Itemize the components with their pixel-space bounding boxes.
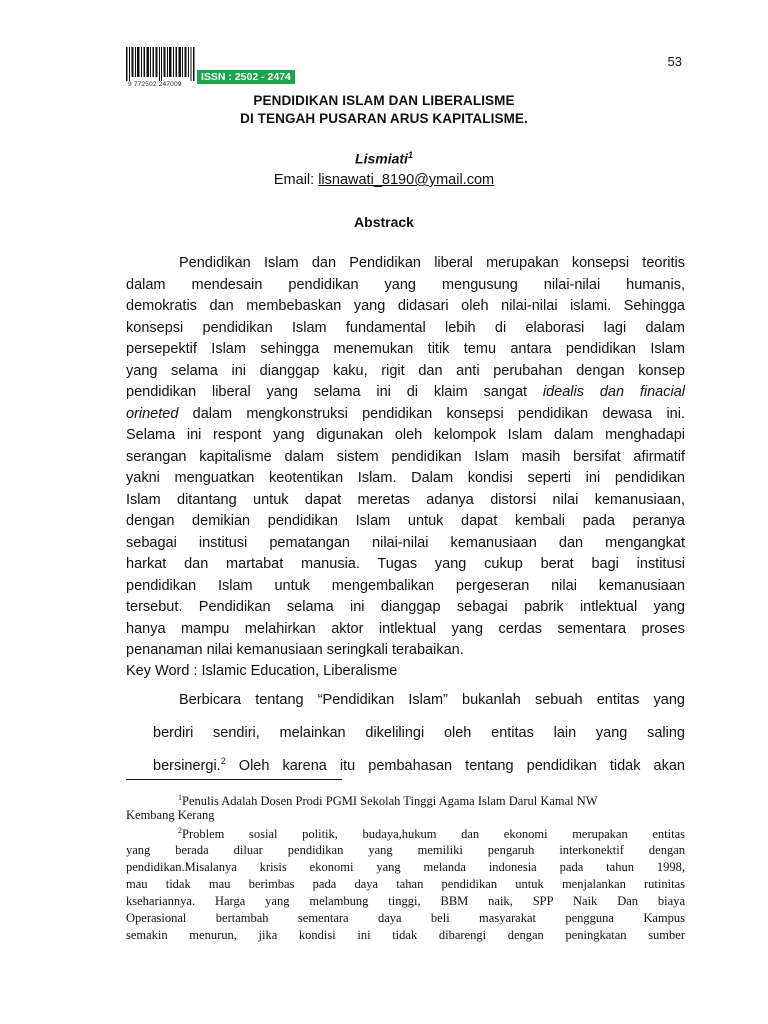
email-link[interactable]: lisnawati_8190@ymail.com bbox=[318, 172, 495, 188]
abstract-text: pendidikan liberal yang selama ini di klaim sangat bbox=[126, 384, 543, 400]
footnote-1-mark: 1 bbox=[178, 793, 182, 802]
body-text: bersinergi. bbox=[153, 757, 221, 774]
abstract-line: dengan demikian pendidikan Islam untuk dapat kembali pada peranya bbox=[126, 513, 685, 529]
footnote-1-line bbox=[178, 793, 685, 809]
abstract-line: demokratis dan membebaskan yang didasari oleh nilai-nilai islami. Sehingga bbox=[126, 298, 685, 314]
abstract-italic: idealis dan finacial bbox=[542, 384, 686, 400]
title-line-2: DI TENGAH PUSARAN ARUS KAPITALISME. bbox=[240, 111, 528, 126]
footnote-2-line: mau tidak mau berimbas pada daya tahan pendidikan untuk menjalankan rutinitas bbox=[126, 877, 685, 891]
issn-badge: ISSN : 2502 - 2474 bbox=[197, 70, 295, 84]
abstract-italic: orineted bbox=[126, 406, 179, 422]
abstract-line: yang selama ini dianggap kaku, rigit dan anti perubahan dengan konsep bbox=[126, 363, 685, 379]
abstract-line bbox=[126, 384, 685, 406]
abstract-line bbox=[126, 406, 685, 428]
barcode-digits: 9 772502 247009 bbox=[128, 81, 182, 88]
email-label: Email: bbox=[273, 172, 319, 188]
author-name-text: Lismiati bbox=[355, 150, 408, 167]
abstract-line: sebagai institusi pematangan nilai-nilai kemanusiaan dan mengangkat bbox=[126, 535, 685, 551]
body-line: berdiri sendiri, melainkan dikelilingi oleh entitas lain yang saling bbox=[153, 725, 685, 741]
abstract-line: Islam ditantang untuk dapat meretas adanya distorsi nilai kemanusiaan, bbox=[126, 492, 685, 508]
abstract-text: dalam mengkonstruksi pendidikan konsepsi pendidikan dewasa ini. bbox=[178, 406, 685, 422]
footnote-mark: 2 bbox=[220, 756, 226, 766]
barcode-icon bbox=[126, 47, 196, 81]
abstract-line: hanya mampu melahirkan aktor intlektual yang cerdas sementara proses bbox=[126, 621, 685, 637]
abstract-line: harkat dan martabat manusia. Tugas yang cukup berat bagi institusi bbox=[126, 556, 685, 572]
body-line: Berbicara tentang “Pendidikan Islam” bukanlah sebuah entitas yang bbox=[179, 692, 685, 708]
footnote-2-line: Operasional bertambah sementara daya beli masyarakat pengguna Kampus bbox=[126, 911, 685, 925]
abstract-line: Pendidikan Islam dan Pendidikan liberal merupakan konsepsi teoritis bbox=[179, 255, 685, 271]
footnote-text: Problem sosial politik, budaya,hukum dan ekonomi merupakan entitas bbox=[182, 827, 685, 842]
abstract-line: serangan kapitalisme dalam sistem pendidikan Islam masih bersifat afirmatif bbox=[126, 449, 685, 465]
footnote-text: Penulis Adalah Dosen Prodi PGMI Sekolah Tinggi Agama Islam Darul Kamal NW bbox=[182, 794, 598, 809]
footnote-divider bbox=[126, 779, 342, 780]
footnote-2-line bbox=[178, 826, 685, 842]
footnote-1-line: Kembang Kerang bbox=[126, 808, 215, 822]
abstract-line: yakni menguatkan keotentikan Islam. Dalam kondisi seperti ini pendidikan bbox=[126, 470, 685, 486]
footnote-2-mark: 2 bbox=[178, 826, 182, 835]
body-line bbox=[153, 756, 685, 778]
author-name bbox=[0, 150, 768, 167]
abstract-line: persepektif Islam sehingga menemukan titik temu antara pendidikan Islam bbox=[126, 341, 685, 357]
abstract-line: konsepsi pendidikan Islam fundamental lebih di elaborasi lagi dalam bbox=[126, 320, 685, 336]
abstract-line: penanaman nilai kemanusiaan seringkali terabaikan. bbox=[126, 642, 464, 658]
author-email-line bbox=[0, 172, 768, 188]
footnote-2-line: ksehariannya. Harga yang melambung tinggi, BBM naik, SPP Naik Dan biaya bbox=[126, 894, 685, 908]
abstract-heading: Abstrack bbox=[354, 214, 414, 230]
footnote-2-line: pendidikan.Misalanya krisis ekonomi yang melanda indonesia pada tahun 1998, bbox=[126, 860, 685, 874]
abstract-line: dalam mendesain pendidikan yang mengusung nilai-nilai humanis, bbox=[126, 277, 685, 293]
abstract-line: tersebut. Pendidikan selama ini dianggap sebagai pabrik intlektual yang bbox=[126, 599, 685, 615]
footnote-2-line: semakin menurun, jika kondisi ini tidak dibarengi dengan peningkatan sumber bbox=[126, 928, 685, 942]
title-line-1: PENDIDIKAN ISLAM DAN LIBERALISME bbox=[253, 93, 515, 108]
page-number: 53 bbox=[667, 54, 682, 69]
abstract-line: Selama ini respont yang digunakan oleh kelompok Islam dalam menghadapi bbox=[126, 427, 685, 443]
issn-barcode-block bbox=[126, 47, 291, 88]
keywords: Key Word : Islamic Education, Liberalisme bbox=[126, 663, 398, 679]
author-footnote-mark: 1 bbox=[407, 150, 413, 160]
abstract-line: pendidikan Islam untuk mengembalikan pergeseran nilai kemanusiaan bbox=[126, 578, 685, 594]
body-text: Oleh karena itu pembahasan tentang pendidikan tidak akan bbox=[225, 757, 685, 774]
footnote-2-line: yang berada diluar pendidikan yang memiliki pengaruh interkonektif dengan bbox=[126, 843, 685, 857]
